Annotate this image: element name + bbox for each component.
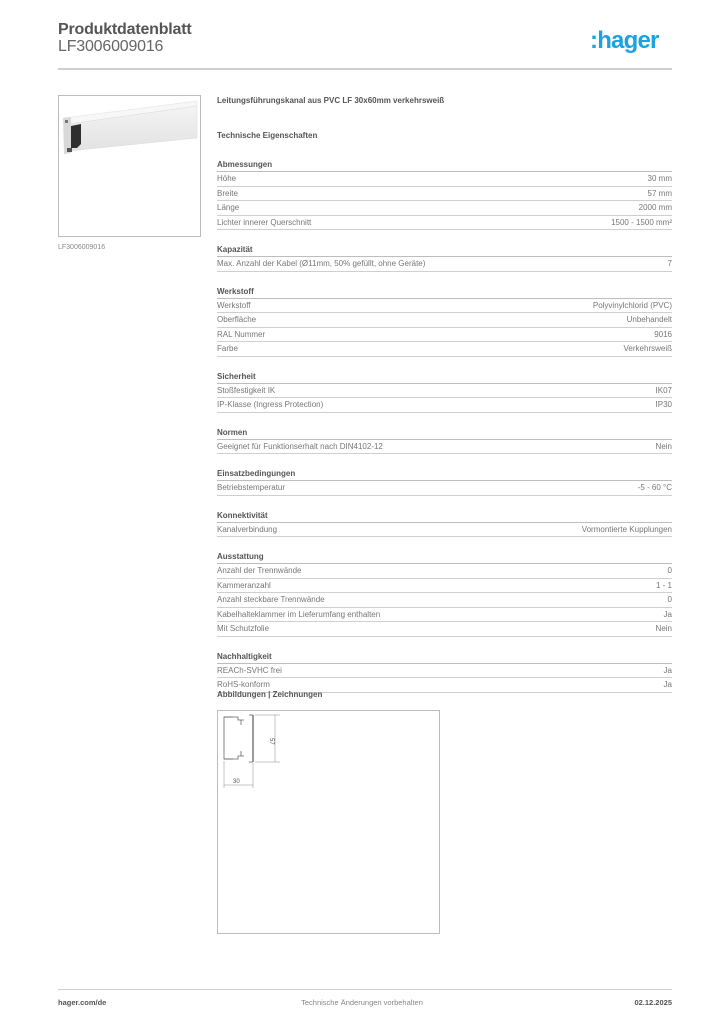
spec-value: Vormontierte Kupplungen: [581, 524, 672, 534]
spec-row: [217, 398, 672, 413]
spec-row: [217, 313, 672, 328]
spec-value: 0: [667, 595, 672, 604]
spec-row: [217, 299, 672, 314]
spec-row: [217, 257, 672, 272]
spec-group-konnektivitaet: [217, 510, 672, 538]
spec-label: Werkstoff: [217, 300, 251, 310]
spec-value: IK07: [655, 385, 672, 395]
spec-value: Ja: [663, 680, 672, 689]
group-title: Einsatzbedingungen: [217, 468, 672, 481]
spec-row: [217, 664, 672, 679]
specifications: [217, 95, 672, 693]
group-title: Konnektivität: [217, 510, 672, 523]
spec-value: 7: [667, 259, 672, 268]
spec-label: REACh-SVHC frei: [217, 665, 282, 675]
group-title: Abmessungen: [217, 159, 672, 172]
spec-value: 1500 - 1500 mm²: [611, 217, 672, 227]
spec-row: [217, 481, 672, 496]
spec-label: Breite: [217, 188, 238, 198]
spec-row: [217, 564, 672, 579]
dimension-width: 30: [233, 779, 240, 785]
spec-label: Farbe: [217, 344, 238, 353]
group-title: Ausstattung: [217, 551, 672, 564]
spec-value: 1 - 1: [655, 580, 672, 590]
spec-label: Anzahl der Trennwände: [217, 566, 302, 575]
spec-label: Mit Schutzfolie: [217, 624, 270, 633]
spec-row: [217, 216, 672, 231]
spec-label: Betriebstemperatur: [217, 483, 286, 492]
group-title: Nachhaltigkeit: [217, 651, 672, 664]
spec-value: 9016: [654, 329, 672, 339]
spec-row: [217, 440, 672, 455]
spec-value: 30 mm: [647, 174, 672, 183]
spec-value: Ja: [663, 609, 672, 619]
spec-label: Länge: [217, 203, 240, 212]
product-image: [58, 95, 201, 237]
document-title: Produktdatenblatt: [58, 21, 192, 38]
spec-value: Nein: [655, 624, 672, 633]
spec-value: -5 - 60 °C: [637, 483, 672, 492]
spec-value: 2000 mm: [638, 203, 672, 212]
group-title: Kapazität: [217, 244, 672, 257]
spec-value: Ja: [663, 665, 672, 675]
spec-label: Kammeranzahl: [217, 580, 271, 590]
dimension-height: 57: [268, 738, 274, 745]
spec-value: 0: [667, 566, 672, 575]
spec-row: [217, 328, 672, 343]
spec-label: Stoßfestigkeit IK: [217, 385, 276, 395]
product-code: LF3006009016: [58, 38, 164, 55]
spec-group-ausstattung: [217, 551, 672, 637]
spec-value: 57 mm: [647, 188, 672, 198]
spec-value: Polyvinylchlorid (PVC): [592, 300, 672, 310]
spec-label: Geeignet für Funktionserhalt nach DIN4102-12: [217, 441, 383, 451]
spec-group-werkstoff: [217, 286, 672, 357]
spec-label: Oberfläche: [217, 315, 257, 324]
cable-duct-icon: [59, 96, 201, 237]
spec-row: [217, 187, 672, 202]
product-description: Leitungsführungskanal aus PVC LF 30x60mm verkehrsweiß: [217, 96, 445, 105]
spec-group-kapazitaet: [217, 244, 672, 272]
image-caption: LF3006009016: [58, 244, 106, 251]
spec-group-abmessungen: [217, 159, 672, 230]
group-title: Sicherheit: [217, 371, 672, 384]
drawings-title: Abbildungen | Zeichnungen: [217, 690, 323, 699]
group-title: Werkstoff: [217, 286, 672, 299]
spec-label: RAL Nummer: [217, 329, 266, 339]
spec-value: Verkehrsweiß: [623, 344, 672, 353]
spec-value: Nein: [655, 441, 672, 451]
header-divider: [58, 68, 672, 70]
spec-row: [217, 579, 672, 594]
spec-row: [217, 593, 672, 608]
spec-label: Anzahl steckbare Trennwände: [217, 595, 325, 604]
footer-divider: [58, 989, 672, 990]
technical-drawing: [217, 710, 440, 934]
footer-website-link[interactable]: hager.com/de: [58, 998, 107, 1007]
cross-section-drawing-icon: [218, 711, 439, 933]
spec-label: Höhe: [217, 174, 237, 183]
spec-value: Unbehandelt: [626, 315, 672, 324]
footer-date: 02.12.2025: [634, 998, 672, 1007]
spec-group-nachhaltigkeit: [217, 651, 672, 693]
spec-label: Kanalverbindung: [217, 524, 278, 534]
group-title: Normen: [217, 427, 672, 440]
spec-row: [217, 342, 672, 357]
spec-label: Kabelhalteklammer im Lieferumfang enthalten: [217, 609, 381, 619]
spec-row: [217, 172, 672, 187]
spec-group-einsatzbedingungen: [217, 468, 672, 496]
spec-label: Max. Anzahl der Kabel (Ø11mm, 50% gefüllt, ohne Geräte): [217, 259, 426, 268]
footer-notice: Technische Änderungen vorbehalten: [301, 998, 423, 1007]
spec-value: IP30: [655, 400, 672, 409]
spec-row: [217, 384, 672, 399]
spec-row: [217, 608, 672, 623]
spec-row: [217, 201, 672, 216]
spec-label: IP-Klasse (Ingress Protection): [217, 400, 324, 409]
spec-row: [217, 622, 672, 637]
spec-group-normen: [217, 427, 672, 455]
section-heading: Technische Eigenschaften: [217, 131, 318, 140]
spec-group-sicherheit: [217, 371, 672, 413]
spec-label: Lichter innerer Querschnitt: [217, 217, 312, 227]
spec-label: RoHS-konform: [217, 680, 270, 689]
hager-logo: :hager: [590, 27, 659, 54]
spec-row: [217, 523, 672, 538]
